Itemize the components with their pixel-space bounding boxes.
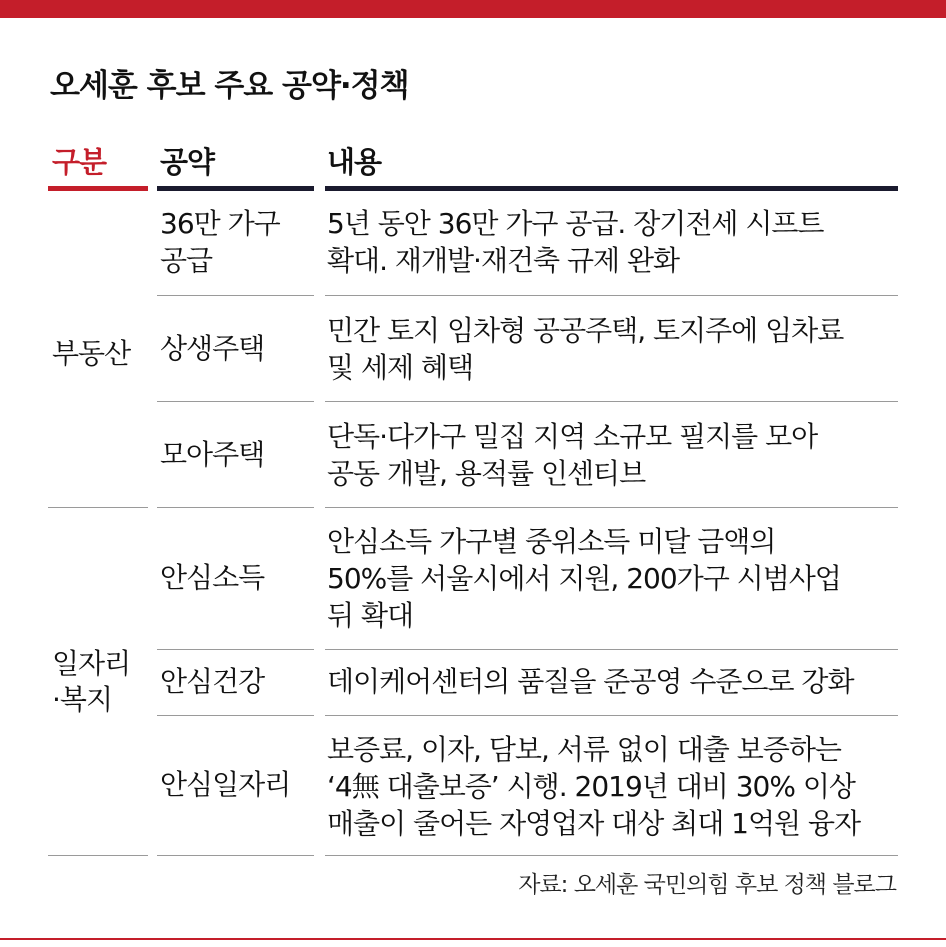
divider [157,715,314,716]
pledge-ansim-jobs: 안심일자리 [160,768,291,801]
content-ansim-health: 데이케어센터의 품질을 준공영 수준으로 강화 [327,665,854,698]
divider [157,649,314,650]
divider [325,715,898,716]
content-moa-line2: 공동 개발, 용적률 인센티브 [327,457,646,490]
content-moa-line1: 단독·다가구 밀집 지역 소규모 필지를 모아 [327,420,818,453]
table-bottom-rule [48,855,148,856]
content-ansim-income-line3: 뒤 확대 [327,599,414,632]
content-sangsaeng-line1: 민간 토지 임차형 공공주택, 토지주에 임차료 [327,314,844,347]
divider [325,507,898,508]
category-jobs-line1: 일자리 [52,647,131,680]
pledge-36man-line2: 공급 [160,244,213,277]
divider [325,649,898,650]
content-ansim-income-line2: 50%를 서울시에서 지원, 200가구 시범사업 [327,562,841,595]
section-divider [48,507,148,508]
top-accent-bar [0,0,946,18]
category-jobs-line2: ·복지 [52,683,112,716]
table-bottom-rule [157,855,314,856]
content-ansim-jobs-line1: 보증료, 이자, 담보, 서류 없이 대출 보증하는 [327,733,841,766]
header-content: 내용 [327,145,382,179]
divider [325,295,898,296]
divider [157,401,314,402]
content-36man-line2: 확대. 재개발·재건축 규제 완화 [327,244,680,277]
header-rule-category [48,186,148,191]
header-pledge: 공약 [160,145,215,179]
pledge-ansim-income: 안심소득 [160,561,265,594]
pledge-moa: 모아주택 [160,438,265,471]
category-housing: 부동산 [52,337,131,370]
content-sangsaeng-line2: 및 세제 혜택 [327,351,474,384]
page-title: 오세훈 후보 주요 공약·정책 [50,68,409,104]
header-rule-pledge [157,186,314,191]
header-rule-content [325,186,898,191]
pledge-sangsaeng: 상생주택 [160,332,265,365]
table-bottom-rule [325,855,898,856]
content-ansim-income-line1: 안심소득 가구별 중위소득 미달 금액의 [327,525,776,558]
content-ansim-jobs-line3: 매출이 줄어든 자영업자 대상 최대 1억원 융자 [327,807,861,840]
divider [157,295,314,296]
source-note: 자료: 오세훈 국민의힘 후보 정책 블로그 [518,872,896,898]
pledge-36man-line1: 36만 가구 [160,207,280,240]
divider [325,401,898,402]
divider [157,507,314,508]
bottom-accent-line [0,938,946,940]
content-ansim-jobs-line2: ‘4無 대출보증’ 시행. 2019년 대비 30% 이상 [327,770,855,803]
header-category: 구분 [52,145,107,179]
content-36man-line1: 5년 동안 36만 가구 공급. 장기전세 시프트 [327,207,824,240]
pledge-ansim-health: 안심건강 [160,665,265,698]
